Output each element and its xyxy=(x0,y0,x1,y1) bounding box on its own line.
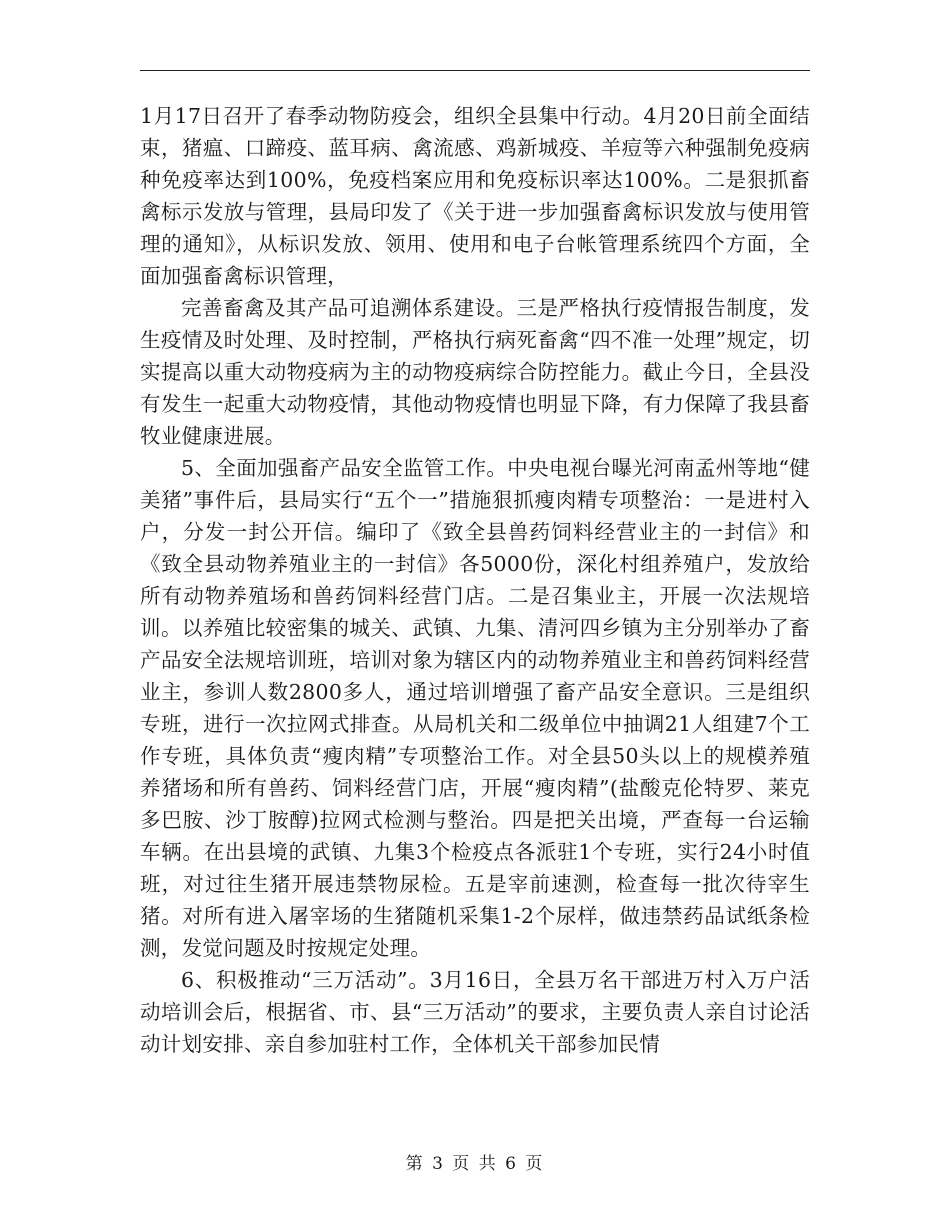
document-body xyxy=(140,100,810,1060)
paragraph-1: 1月17日召开了春季动物防疫会，组织全县集中行动。4月20日前全面结束，猪瘟、口蹄疫、蓝耳病、禽流感、鸡新城疫、羊痘等六种强制免疫病种免疫率达到100%，免疫档案应用和免疫标识率达100%。二是狠抓畜禽标示发放与管理，县局印发了《关于进一步加强畜禽标识发放与使用管理的通知》，从标识发放、领用、使用和电子台帐管理系统四个方面，全面加强畜禽标识管理， xyxy=(140,104,810,288)
paragraph-4: 6、积极推动“三万活动”。3月16日，全县万名干部进万村入万户活动培训会后，根据省、市、县“三万活动”的要求，主要负责人亲自讨论活动计划安排、亲自参加驻村工作，全体机关干部参加民情 xyxy=(140,968,810,1056)
paragraph-3: 5、全面加强畜产品安全监管工作。中央电视台曝光河南孟州等地“健美猪”事件后，县局实行“五个一”措施狠抓瘦肉精专项整治：一是进村入户，分发一封公开信。编印了《致全县兽药饲料经营业主的一封信》和《致全县动物养殖业主的一封信》各5000份，深化村组养殖户，发放给所有动物养殖场和兽药饲料经营门店。二是召集业主，开展一次法规培训。以养殖比较密集的城关、武镇、九集、清河四乡镇为主分别举办了畜产品安全法规培训班，培训对象为辖区内的动物养殖业主和兽药饲料经营业主，参训人数2800多人，通过培训增强了畜产品安全意识。三是组织专班，进行一次拉网式排查。从局机关和二级单位中抽调21人组建7个工作专班，具体负责“瘦肉精”专项整治工作。对全县50头以上的规模养殖养猪场和所有兽药、饲料经营门店，开展“瘦肉精”(盐酸克伦特罗、莱克多巴胺、沙丁胺醇)拉网式检测与整治。四是把关出境，严查每一台运输车辆。在出县境的武镇、九集3个检疫点各派驻1个专班，实行24小时值班，对过往生猪开展违禁物尿检。五是宰前速测，检查每一批次待宰生猪。对所有进入屠宰场的生猪随机采集1-2个尿样，做违禁药品试纸条检测，发觉问题及时按规定处理。 xyxy=(140,456,810,960)
header-rule xyxy=(140,70,810,71)
paragraph-2: 完善畜禽及其产品可追溯体系建设。三是严格执行疫情报告制度，发生疫情及时处理、及时控制，严格执行病死畜禽“四不准一处理”规定，切实提高以重大动物疫病为主的动物疫病综合防控能力。截止今日，全县没有发生一起重大动物疫情，其他动物疫情也明显下降，有力保障了我县畜牧业健康进展。 xyxy=(140,296,810,448)
page-number: 第 3 页 共 6 页 xyxy=(405,1154,545,1174)
